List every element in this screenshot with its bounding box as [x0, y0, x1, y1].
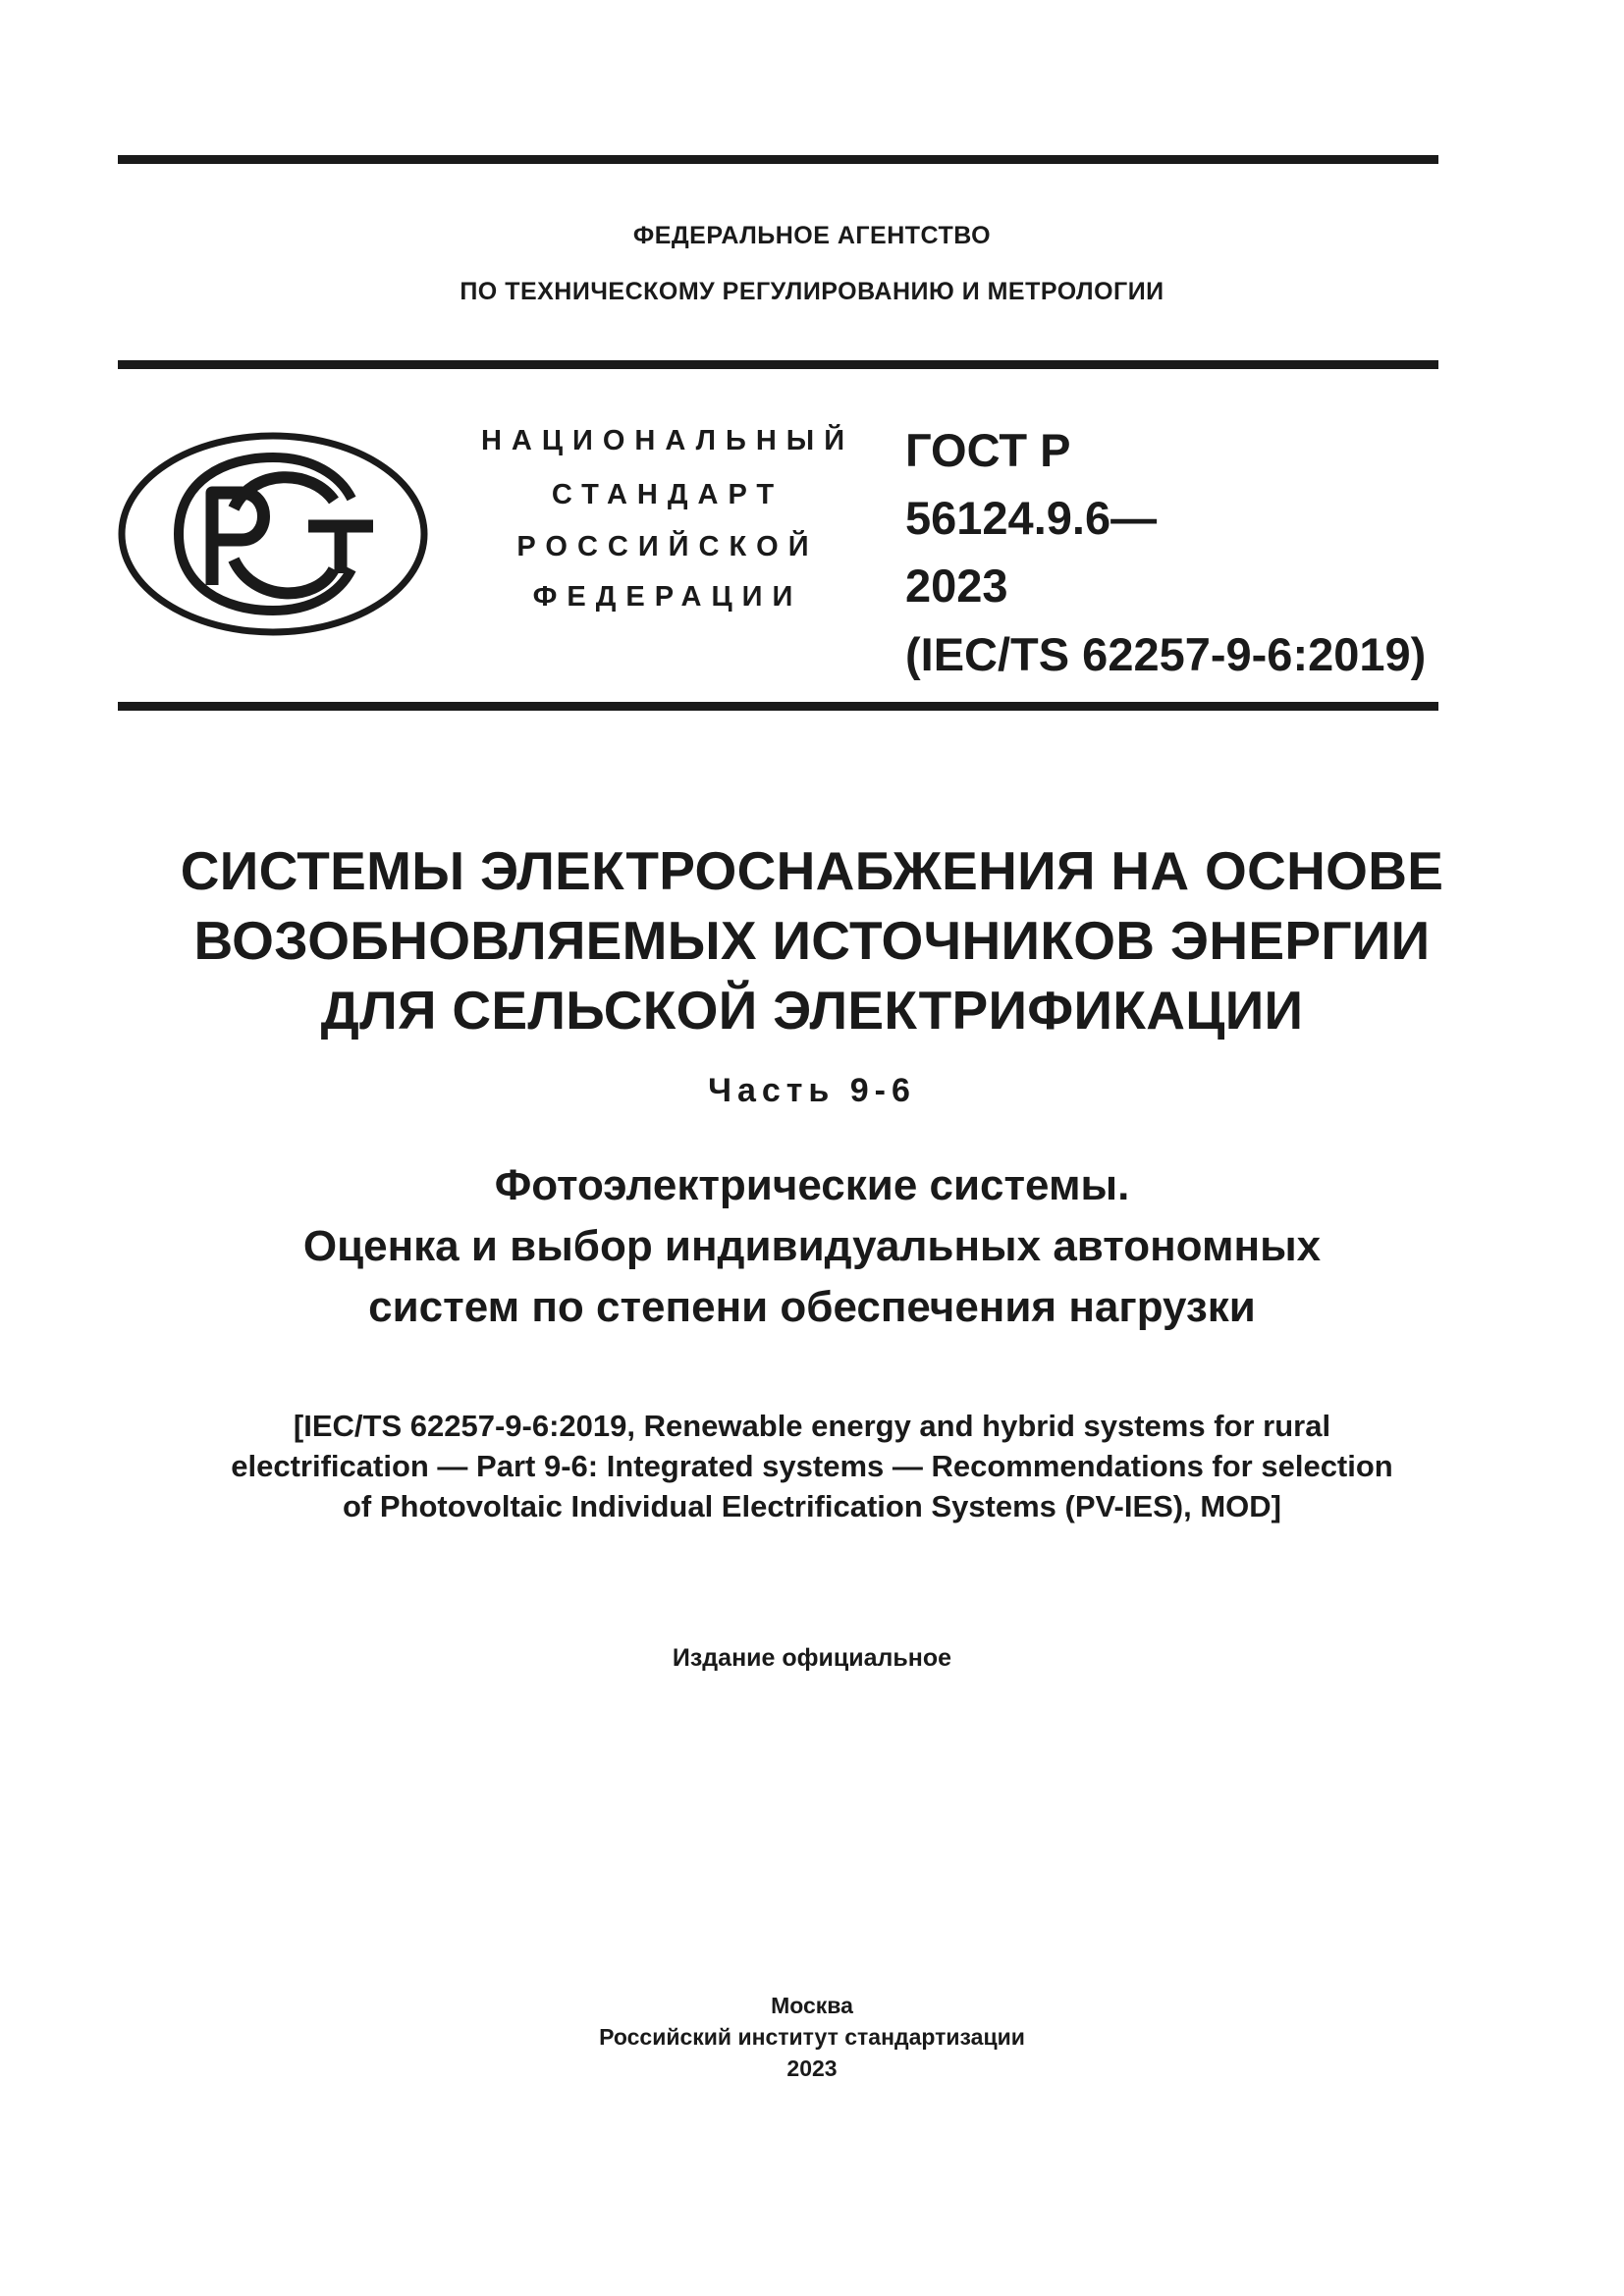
national-standard-line-4: ФЕДЕРАЦИИ: [532, 581, 803, 613]
top-rule: [118, 155, 1438, 164]
title-line-2: ВОЗОБНОВЛЯЕМЫХ ИСТОЧНИКОВ ЭНЕРГИИ: [193, 910, 1431, 971]
international-line-1: [IEC/TS 62257-9-6:2019, Renewable energy and hybrid systems for rural: [293, 1409, 1331, 1443]
designation-line-4: (IEC/TS 62257-9-6:2019): [905, 628, 1427, 680]
designation-line-2: 56124.9.6—: [905, 492, 1158, 544]
imprint-year: 2023: [786, 2056, 838, 2081]
part-label: Часть 9-6: [708, 1072, 916, 1109]
national-standard-line-2: СТАНДАРТ: [551, 479, 785, 510]
agency-line-2: ПО ТЕХНИЧЕСКОМУ РЕГУЛИРОВАНИЮ И МЕТРОЛОГИИ: [460, 278, 1164, 305]
imprint-city: Москва: [771, 1993, 853, 2018]
rst-logo-icon: [116, 430, 430, 638]
designation-rule: [118, 702, 1438, 711]
international-line-3: of Photovoltaic Individual Electrification Systems (PV-IES), MOD]: [343, 1489, 1281, 1523]
header-rule: [118, 360, 1438, 369]
international-line-2: electrification — Part 9-6: Integrated systems — Recommendations for selection: [231, 1449, 1393, 1483]
agency-line-1: ФЕДЕРАЛЬНОЕ АГЕНТСТВО: [632, 222, 992, 249]
subtitle-line-3: систем по степени обеспечения нагрузки: [368, 1283, 1256, 1331]
designation-line-1: ГОСТ Р: [905, 424, 1071, 476]
national-standard-line-3: РОССИЙСКОЙ: [516, 531, 819, 562]
designation-line-3: 2023: [905, 560, 1008, 612]
subtitle-line-2: Оценка и выбор индивидуальных автономных: [302, 1222, 1322, 1270]
title-line-3: ДЛЯ СЕЛЬСКОЙ ЭЛЕКТРИФИКАЦИИ: [320, 980, 1304, 1041]
subtitle-line-1: Фотоэлектрические системы.: [494, 1161, 1130, 1209]
edition-label: Издание официальное: [672, 1644, 952, 1672]
title-line-1: СИСТЕМЫ ЭЛЕКТРОСНАБЖЕНИЯ НА ОСНОВЕ: [180, 840, 1444, 901]
national-standard-line-1: НАЦИОНАЛЬНЫЙ: [480, 425, 855, 456]
imprint-publisher: Российский институт стандартизации: [599, 2024, 1025, 2050]
